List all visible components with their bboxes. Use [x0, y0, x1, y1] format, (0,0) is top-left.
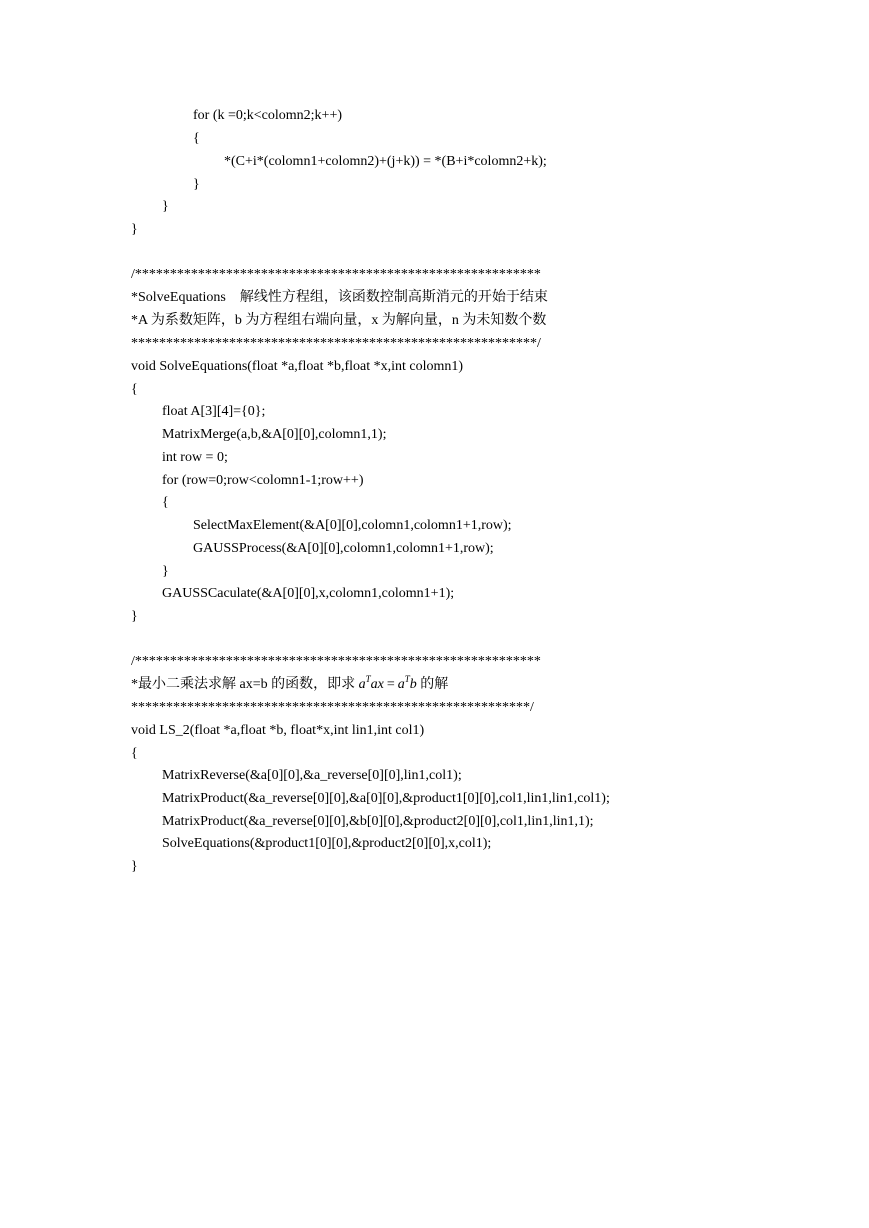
code-line: GAUSSCaculate(&A[0][0],x,colomn1,colomn1+1);	[162, 586, 455, 601]
code-line: }	[162, 564, 169, 579]
comment-suffix: 的解	[416, 677, 449, 692]
comment-line: /**********************************************************	[131, 267, 541, 282]
math-equals: =	[386, 677, 395, 692]
code-line: MatrixProduct(&a_reverse[0][0],&b[0][0],&product2[0][0],col1,lin1,lin1,1);	[162, 814, 594, 829]
comment-line: *********************************************************/	[131, 700, 534, 715]
code-line: }	[193, 177, 200, 192]
code-line: for (k =0;k<colomn2;k++)	[193, 108, 343, 123]
code-line: SolveEquations(&product1[0][0],&product2[0][0],x,col1);	[162, 836, 492, 851]
code-line: GAUSSProcess(&A[0][0],colomn1,colomn1+1,row);	[193, 541, 494, 556]
math-transpose: T	[365, 674, 371, 684]
code-line: {	[162, 495, 169, 510]
math-var-b: b	[409, 677, 417, 692]
comment-prefix: *最小二乘法求解 ax=b 的函数，即求	[131, 677, 359, 692]
code-line: for (row=0;row<colomn1-1;row++)	[162, 473, 364, 488]
code-line: MatrixMerge(a,b,&A[0][0],colomn1,1);	[162, 427, 387, 442]
comment-line: *A 为系数矩阵，b 为方程组右端向量，x 为解向量，n 为未知数个数	[131, 313, 547, 328]
code-line: }	[162, 199, 169, 214]
code-line: }	[131, 222, 138, 237]
code-line: {	[131, 382, 138, 397]
code-line: SelectMaxElement(&A[0][0],colomn1,colomn1+1,row);	[193, 518, 512, 533]
comment-line: /**********************************************************	[131, 654, 541, 669]
code-line: {	[131, 746, 138, 761]
math-var-ax: ax	[370, 677, 384, 692]
least-squares-formula	[358, 674, 417, 692]
code-line: float A[3][4]={0};	[162, 404, 266, 419]
math-var-a: a	[397, 677, 405, 692]
comment-line-with-formula	[131, 676, 448, 694]
comment-line: *SolveEquations 解线性方程组，该函数控制高斯消元的开始于结束	[131, 290, 548, 305]
code-line: int row = 0;	[162, 450, 228, 465]
math-transpose: T	[404, 674, 410, 684]
function-signature: void SolveEquations(float *a,float *b,float *x,int colomn1)	[131, 359, 464, 374]
math-var-a: a	[358, 677, 366, 692]
code-line: }	[131, 609, 138, 624]
code-line: MatrixProduct(&a_reverse[0][0],&a[0][0],&product1[0][0],col1,lin1,lin1,col1);	[162, 791, 610, 806]
code-line: *(C+i*(colomn1+colomn2)+(j+k)) = *(B+i*colomn2+k);	[224, 154, 547, 169]
code-line: MatrixReverse(&a[0][0],&a_reverse[0][0],lin1,col1);	[162, 768, 462, 783]
function-signature: void LS_2(float *a,float *b, float*x,int lin1,int col1)	[131, 723, 425, 738]
code-line: }	[131, 859, 138, 874]
comment-line: **********************************************************/	[131, 336, 541, 351]
code-line: {	[193, 131, 200, 146]
